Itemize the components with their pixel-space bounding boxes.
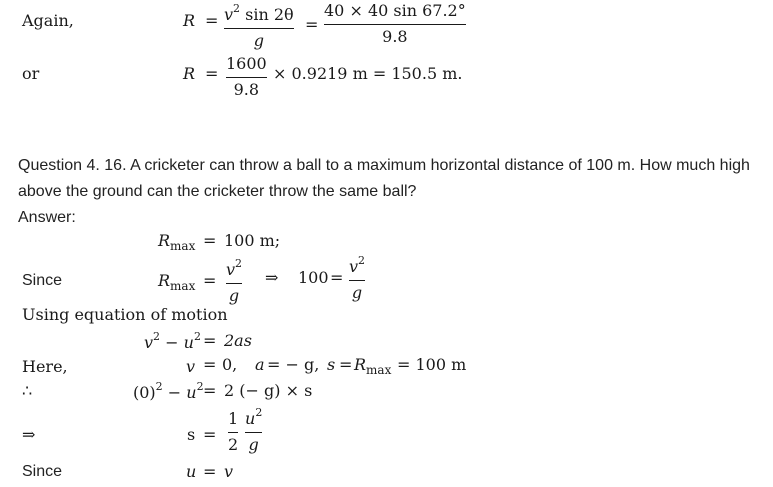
therefore-icon: ∴ [22, 381, 33, 400]
result-150.5m: × 0.9219 m = 150.5 m. [273, 64, 463, 83]
implies-arrow-icon: ⇒ [265, 268, 279, 287]
equals-sign: = [205, 11, 219, 30]
fraction-v2-over-g: $v^2$ g [226, 257, 243, 305]
fraction-bar [226, 283, 242, 284]
fraction-one-half: 1 2 [228, 409, 239, 454]
fraction-v2-over-g: $v^2$ g [349, 254, 366, 302]
r-max: $R_{max}$ [354, 355, 392, 377]
equals-sign: = [203, 462, 217, 481]
denominator: 9.8 [382, 27, 408, 46]
fraction-v2-sin-2theta-over-g [224, 3, 294, 49]
zero-squared-minus-u2: $(0)^2 - u^2$ [133, 380, 204, 402]
denominator: 9.8 [233, 80, 260, 99]
var-v: v [186, 357, 196, 376]
fraction-bar [226, 77, 267, 78]
numerator: 1600 [226, 54, 267, 73]
fraction-1600-over-9.8 [226, 56, 267, 98]
var-u: u [186, 462, 197, 481]
label-since: Since [22, 272, 63, 289]
question-line-2: above the ground can the cricketer throw the same ball? [18, 183, 417, 200]
var-r: R [183, 64, 196, 83]
value-zero: 0, [222, 355, 238, 374]
fraction-u2-over-g: $u^2$ g [245, 406, 263, 454]
var-g: g [253, 31, 264, 50]
value-100: 100 [298, 268, 329, 287]
equals-sign: = [203, 271, 217, 290]
sin-term: sin 2θ [240, 5, 294, 24]
question-line-1: Question 4. 16. A cricketer can throw a ball to a maximum horizontal distance of 100 m. How much high [18, 157, 750, 174]
value-minus-g: = − g, [267, 355, 320, 374]
equals-sign: = [203, 425, 217, 444]
equals-sign: = [305, 15, 319, 34]
label-since: Since [22, 463, 63, 480]
fraction-40x40-over-9.8 [324, 3, 466, 45]
var-a: a [255, 355, 265, 374]
label-again: Again, [22, 11, 74, 30]
equals-sign: = [330, 268, 344, 287]
var-v: v [224, 462, 234, 481]
r-max: $R_{max}$ [158, 231, 196, 253]
r-max: $R_{max}$ [158, 271, 196, 293]
value-100m: = 100 m [397, 355, 467, 374]
equals-sign: = [203, 381, 217, 400]
equals-sign: = [339, 355, 353, 374]
var-s: s [187, 425, 196, 444]
implies-arrow-icon: ⇒ [22, 425, 36, 444]
numerator: 40 × 40 sin 67.2° [324, 1, 466, 20]
two-a-s: 2as [224, 331, 252, 350]
label-or: or [22, 64, 40, 83]
label-here: Here, [22, 357, 68, 376]
fraction-bar [228, 432, 238, 433]
fraction-bar [245, 432, 262, 433]
value-100m: 100 m; [224, 231, 281, 250]
v2-minus-u2: $v^2 - u^2$ [144, 330, 201, 352]
var-v: v [224, 5, 234, 24]
equals-sign: = [203, 355, 217, 374]
equals-sign: = [203, 231, 217, 250]
fraction-bar [324, 24, 466, 25]
two-minus-g-times-s: 2 (− g) × s [224, 381, 313, 400]
fraction-bar [349, 280, 365, 281]
var-s: s [327, 355, 336, 374]
equals-sign: = [203, 331, 217, 350]
answer-label: Answer: [18, 209, 76, 226]
using-equation-of-motion: Using equation of motion [22, 305, 228, 324]
fraction-bar [224, 28, 294, 29]
exponent: 2 [233, 2, 241, 15]
var-r: R [183, 11, 196, 30]
equals-sign: = [205, 64, 219, 83]
